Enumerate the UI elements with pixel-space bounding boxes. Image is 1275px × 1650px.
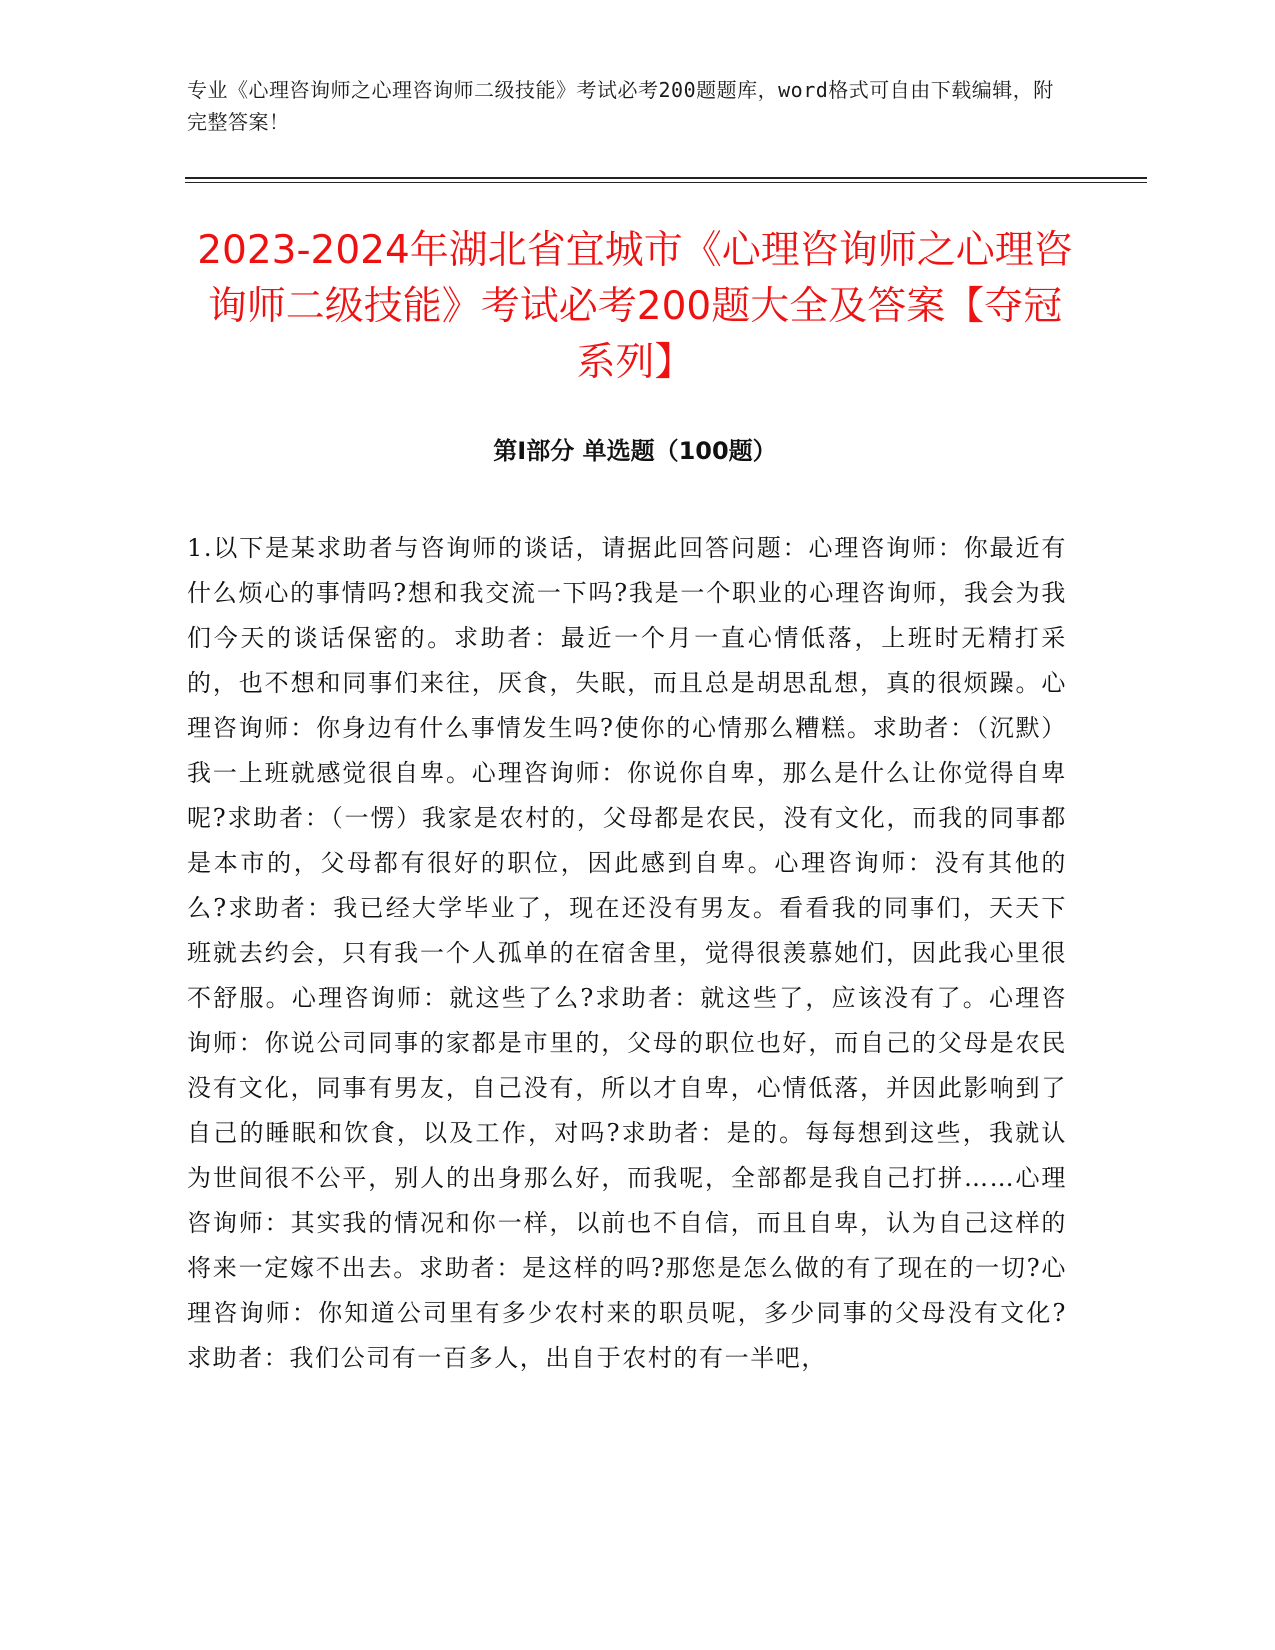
header-note: 专业《心理咨询师之心理咨询师二级技能》考试必考200题题库，word格式可自由下载编辑，附完整答案！	[187, 78, 1054, 134]
section-heading: 第Ⅰ部分 单选题（100题）	[493, 437, 777, 465]
header-divider-thin	[185, 182, 1147, 183]
question-1-text: 1.以下是某求助者与咨询师的谈话，请据此回答问题：心理咨询师：你最近有什么烦心的事情吗?想和我交流一下吗?我是一个职业的心理咨询师，我会为我们今天的谈话保密的。求助者：最近一个月一直心情低落，上班时无精打采的，也不想和同事们来往，厌食，失眠，而且总是胡思乱想，真的很烦躁。心理咨询师：你身边有什么事情发生吗?使你的心情那么糟糕。求助者：（沉默）我一上班就感觉很自卑。心理咨询师：你说你自卑，那么是什么让你觉得自卑呢?求助者：（一愣）我家是农村的，父母都是农民，没有文化，而我的同事都是本市的，父母都有很好的职位，因此感到自卑。心理咨询师：没有其他的么?求助者：我已经大学毕业了，现在还没有男友。看看我的同事们，天天下班就去约会，只有我一个人孤单的在宿舍里，觉得很羡慕她们，因此我心里很不舒服。心理咨询师：就这些了么?求助者：就这些了，应该没有了。心理咨询师：你说公司同事的家都是市里的，父母的职位也好，而自己的父母是农民没有文化，同事有男友，自己没有，所以才自卑，心情低落，并因此影响到了自己的睡眠和饮食，以及工作，对吗?求助者：是的。每每想到这些，我就认为世间很不公平，别人的出身那么好，而我呢，全部都是我自己打拼……心理咨询师：其实我的情况和你一样，以前也不自信，而且自卑，认为自己这样的将来一定嫁不出去。求助者：是这样的吗?那您是怎么做的有了现在的一切?心理咨询师：你知道公司里有多少农村来的职员呢，多少同事的父母没有文化?求助者：我们公司有一百多人，出自于农村的有一半吧，	[187, 534, 1067, 1372]
document-title: 2023-2024年湖北省宜城市《心理咨询师之心理咨询师二级技能》考试必考200题大全及答案【夺冠系列】	[197, 228, 1073, 385]
header-divider	[185, 177, 1147, 179]
